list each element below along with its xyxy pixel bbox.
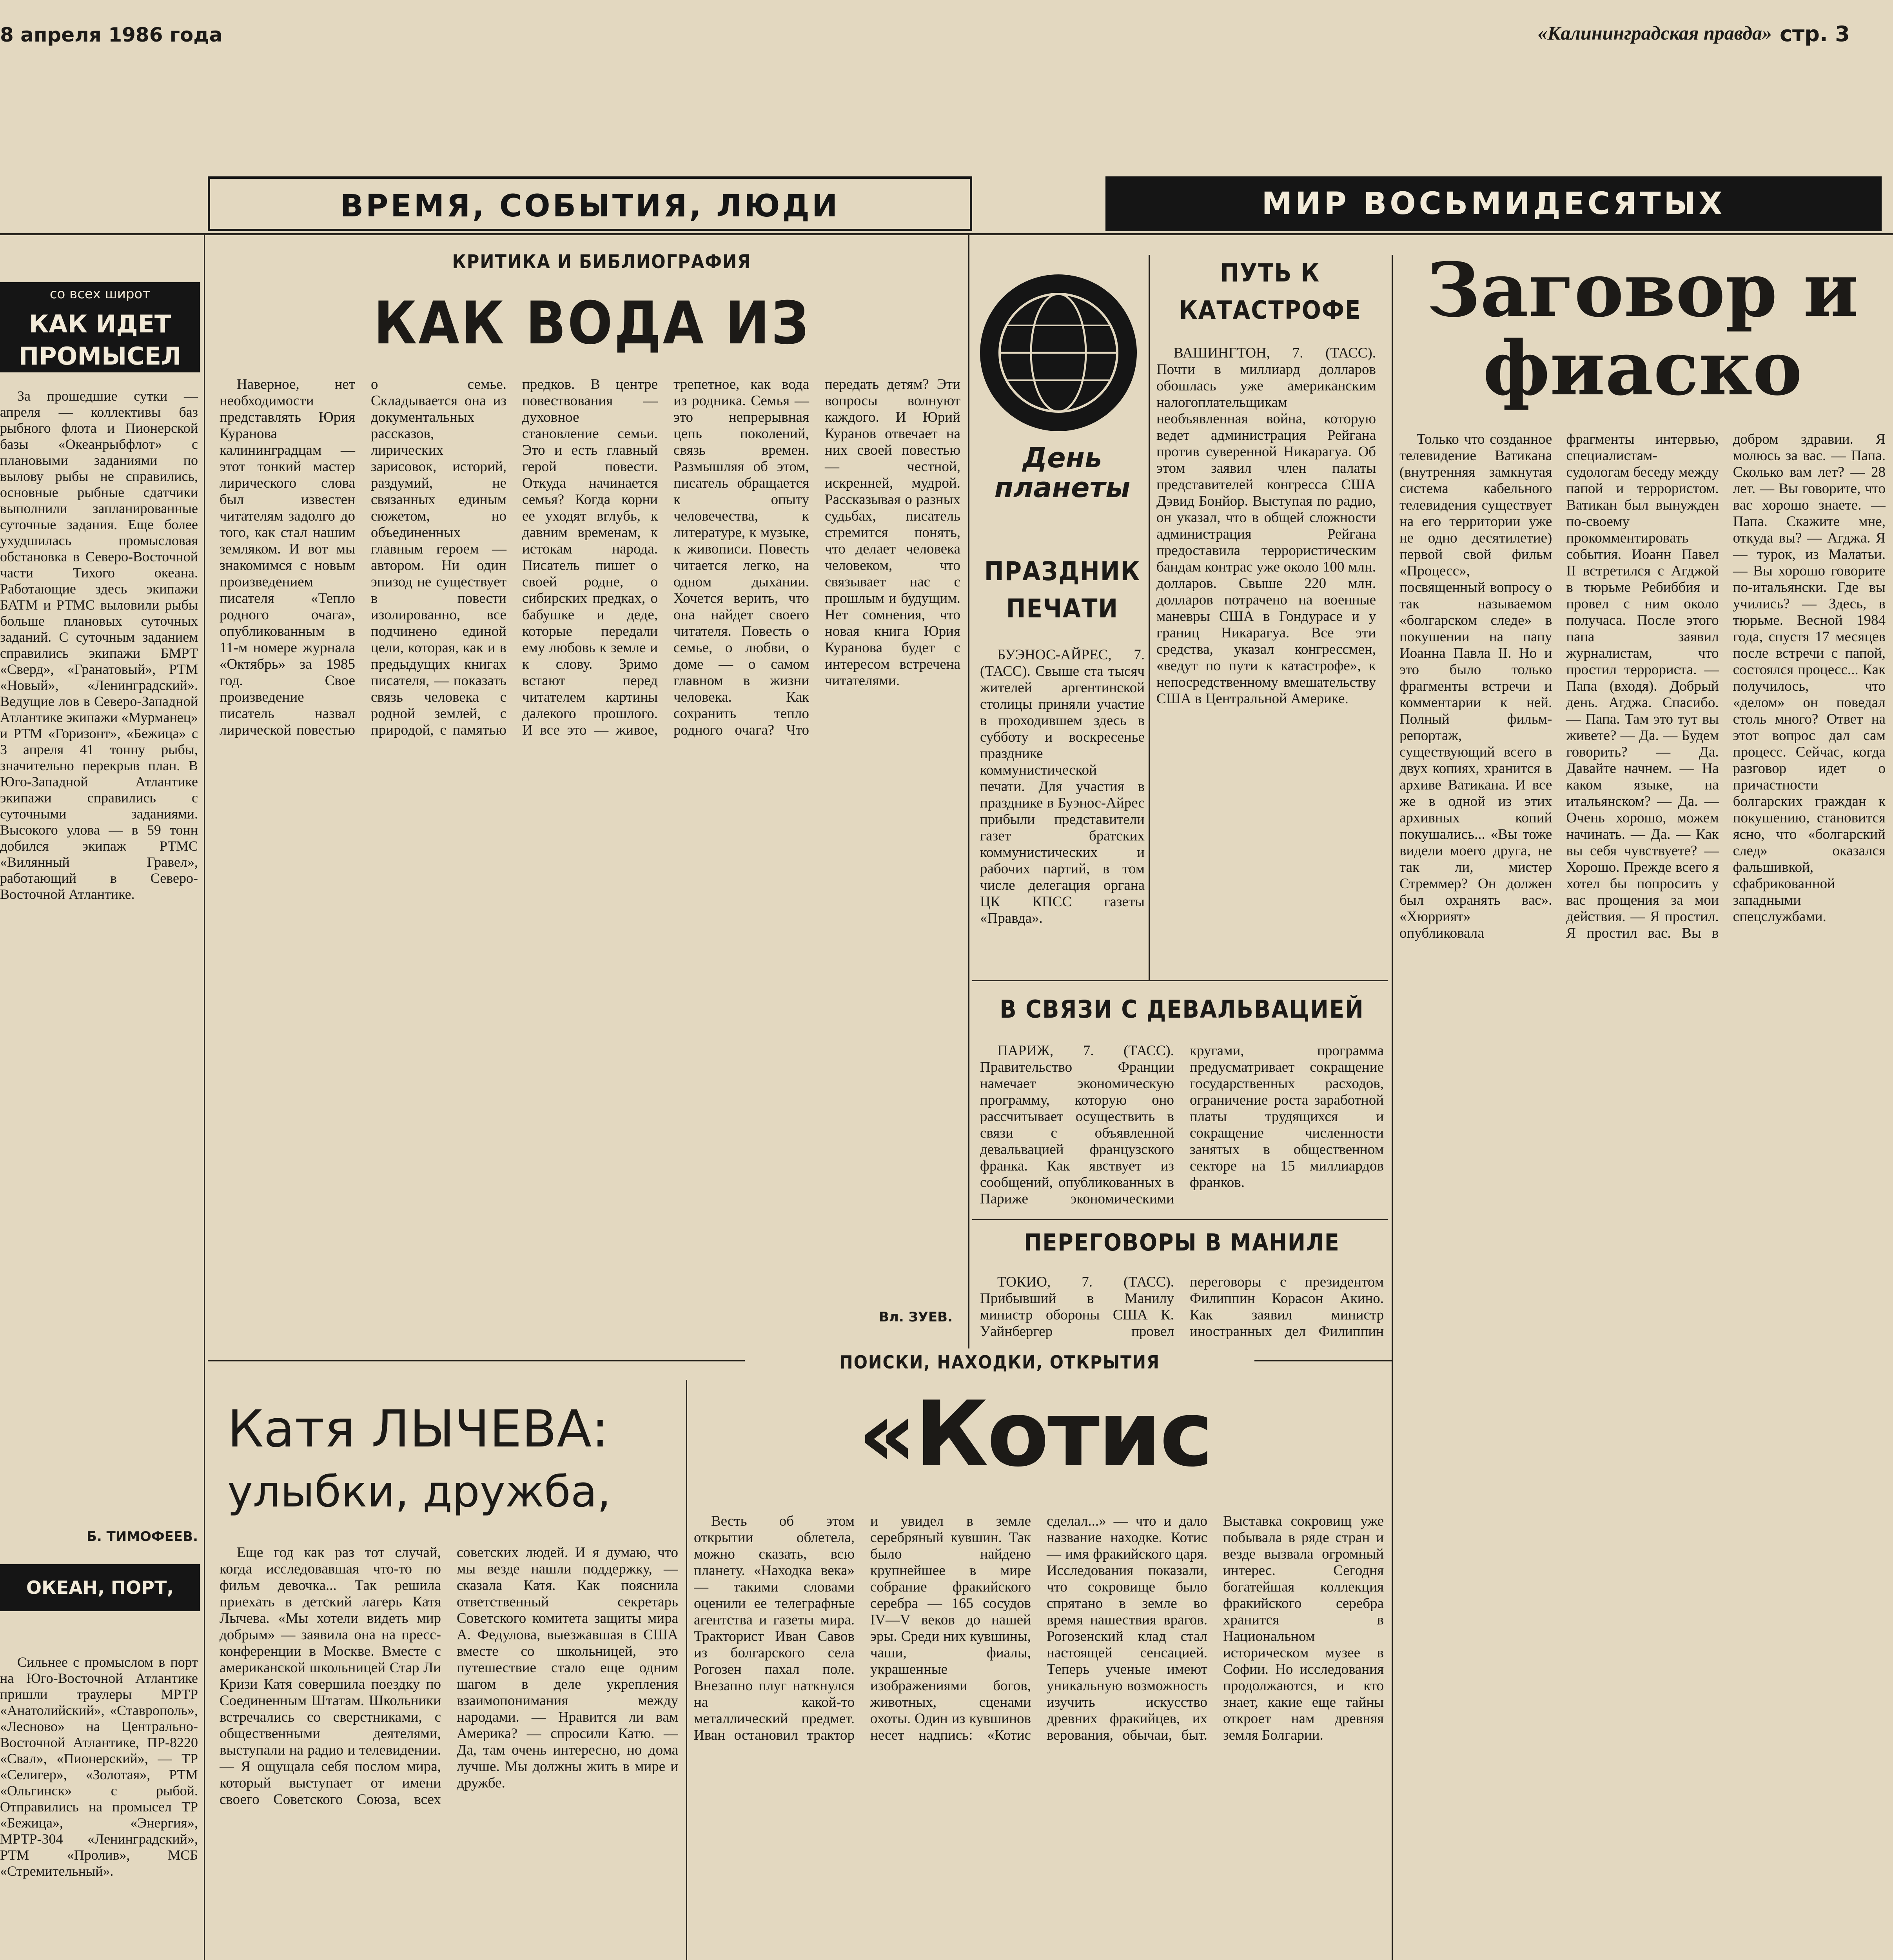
review-title: КАК ВОДА ИЗ xyxy=(374,289,810,358)
path-body: ВАШИНГТОН, 7. (ТАСС). Почти в миллиард долларов обошлась уже американским налогоплательщикам необъявленная война, которую ведет администрация Рейгана против суверенной Никарагуа. Об этом заявил член палаты представителей конгресса США Дэвид Бонйор. Выступая по радио, он указал, что в общей сложности администрация Рейгана предоставила террористическим бандам контрас уже около 100 млн. долларов. Свыше 220 млн. долларов потрачено на военные маневры США в Гондурасе и у границ Никарагуа. Все эти средства, указал конгрессмен, «ведут по пути к катастрофе», к непосредственному вмешательству США в Центральной Америке. xyxy=(1156,345,1376,707)
plot-title: Заговор и фиаско xyxy=(1427,251,1859,412)
fishing-news-title: КАК ИДЕТ ПРОМЫСЕЛ xyxy=(0,306,200,372)
rubric-finds: ПОИСКИ, НАХОДКИ, ОТКРЫТИЯ xyxy=(745,1348,1254,1376)
holiday-press-body: БУЭНОС-АЙРЕС, 7. (ТАСС). Свыше ста тысяч жителей аргентинской столицы приняли участие в проходившем здесь в субботу и воскресенье празднике коммунистической печати. Для участия в празднике в Буэнос-Айрес прибыли представители газет братских коммунистических и рабочих партий, в том числе делегация органа ЦК КПСС газеты «Правда». xyxy=(980,647,1145,926)
section-header-right: МИР ВОСЬМИДЕСЯТЫХ xyxy=(1105,176,1882,231)
issue-date: 8 апреля 1986 года xyxy=(0,24,223,46)
globe-icon xyxy=(980,274,1137,431)
manila-title: ПЕРЕГОВОРЫ В МАНИЛЕ xyxy=(1024,1229,1340,1256)
manila-body: ТОКИО, 7. (ТАСС). Прибывший в Манилу министр обороны США К. Уайнбергер провел переговоры с президентом Филиппин Корасон Акино. Как заявил министр иностранных дел Филиппин xyxy=(980,1274,1384,1339)
holiday-press-title: ПРАЗДНИК ПЕЧАТИ xyxy=(984,556,1141,624)
banner-all-latitudes: со всех широт xyxy=(0,282,200,306)
port-news-banner: ОКЕАН, ПОРТ, xyxy=(0,1564,200,1611)
devaluation-title: В СВЯЗИ С ДЕВАЛЬВАЦИЕЙ xyxy=(1000,995,1364,1024)
day-of-planet-logo: День планеты xyxy=(994,443,1131,504)
page-number: стр. 3 xyxy=(1780,22,1850,46)
rubric-critique: КРИТИКА И БИБЛИОГРАФИЯ xyxy=(452,251,751,273)
fishing-news-body: За прошедшие сутки — апреля — коллективы баз рыбного флота и Пионерской базы «Океанрыбфлот» с плановыми заданиями по вылову рыбы не справились, основные рыбные сдатчики выполнили запланированные суточные задания. Еще более ухудшилась промысловая обстановка в Северо-Восточной части Тихого океана. Работающие здесь экипажи БАТМ и РТМС выловили рыбы больше плановых суточных заданий. С суточным заданием справились экипажи БМРТ «Сверд», «Гранатовый», РТМ «Новый», «Ленинградский». Ведущие лов в Северо-Западной Атлантике экипажи «Мурманец» и РТМ «Горизонт», «Бежица» с 3 апреля 41 тонну рыбы, значительно перекрыв план. В Юго-Западной Атлантике экипажи справились с суточными заданиями. Высокого улова — в 59 тонн добился экипаж РТМС «Вилянный Гравел», работающий в Северо-Восточной Атлантике. xyxy=(0,388,198,902)
newspaper-name: «Калининградская правда» xyxy=(1537,22,1772,44)
katya-title-line1: Катя ЛЫЧЕВА: xyxy=(227,1399,609,1459)
finds-body: Весть об этом открытии облетела, можно сказать, всю планету. «Находка века» — такими словами оценили ее телеграфные агентства и газеты мира. Тракторист Иван Савов из болгарского села Рогозен пахал поле. Внезапно плуг наткнулся на какой-то металлический предмет. Иван остановил трактор и увидел в земле серебряный кувшин. Так было найдено крупнейшее в мире собрание фракийского серебра — 165 сосудов IV—V веков до нашей эры. Среди них кувшины, чаши, фиалы, украшенные изображениями богов, животных, сценами охоты. Один из кувшинов несет надпись: «Котис сделал...» — что и дало название находке. Котис — имя фракийского царя. Исследования показали, что сокровище было спрятано в земле во время нашествия врагов. Рогозенский клад стал настоящей сенсацией. Теперь ученые имеют уникальную возможность изучить искусство древних фракийцев, их верования, обычаи, быт. Выставка сокровищ уже побывала в ряде стран и везде вызвала огромный интерес. Сегодня богатейшая коллекция фракийского серебра хранится в Национальном историческом музее в Софии. Но исследования продолжаются, и кто знает, какие еще тайны откроет нам древняя земля Болгарии. xyxy=(694,1513,1384,1743)
finds-title: «Котис xyxy=(858,1382,1212,1487)
katya-title-line2: улыбки, дружба, xyxy=(227,1466,611,1517)
plot-body: Только что созданное телевидение Ватикана (внутренняя замкнутая система кабельного телевидения существует на его территории уже не одно десятилетие) первой свой фильм «Процесс», посвященный вопросу о так называемом «болгарском следе» в покушении на папу Иоанна Павла II. Но и это было только фрагменты встречи и комментарии к ней. Полный фильм-репортаж, существующий всего в двух копиях, хранится в архиве Ватикана. И все же в одной из этих архивных копий покушались... «Вы тоже видели моего друга, не так ли, мистер Стреммер? Он должен был охранять вас». «Хюррият» опубликовала фрагменты интервью, специалистам-судологам беседу между папой и террористом. Ватикан был вынужден по-своему прокомментировать события. Иоанн Павел II встретился с Агджой в тюрьме Ребиббия и провел с ним около получаса. После этого папа заявил журналистам, что простил террориста. — Папа (входя). Добрый день. Агджа. Спасибо. — Папа. Там это тут вы живете? — Да. — Будем говорить? — Да. Давайте начнем. — На каком языке, на итальянском? — Да. — Очень хорошо, можем начинать. — Да. — Как вы себя чувствуете? — Хорошо. Прежде всего я хотел бы попросить у вас прощения за мои действия. — Я простил. Я простил вас. Вы в добром здравии. Я молюсь за вас. — Папа. Сколько вам лет? — 28 лет. — Вы говорите, что вас хорошо знаете. — Папа. Скажите мне, откуда вы? — Агджа. Я — турок, из Малатьи. — Вы хорошо говорите по-итальянски. Где вы учились? — Здесь, в тюрьме. Весной 1984 года, спустя 17 месяцев после встречи с папой, состоялся процесс... Как получилось, что «делом» он поведал столь много? Ответ на этот вопрос дал сам процесс. Сейчас, когда разговор идет о причастности болгарских граждан к покушению, становится ясно, что «болгарский след» оказался фальшивкой, сфабрикованной западными спецслужбами. xyxy=(1399,431,1886,941)
katya-body: Еще год как раз тот случай, когда исследовавшая что-то по фильм девочка... Так решила приехать в детский лагерь Катя Лычева. «Мы хотели видеть мир добрым» — заявила она на пресс-конференции в Москве. Вместе с американской школьницей Стар Ли Кризи Катя совершила поездку по Соединенным Штатам. Школьники встречались со сверстниками, с общественными деятелями, выступали на радио и телевидении. — Я ощущала себя послом мира, который выступает от имени своего Советского Союза, всех советских людей. И я думаю, что мы везде нашли поддержку, — сказала Катя. Как пояснила ответственный секретарь Советского комитета защиты мира А. Федулова, выезжавшая в США вместе со школьницей, это путешествие стало еще одним шагом в деле укрепления взаимопонимания между народами. — Нравится ли вам Америка? — спросили Катю. — Да, там очень интересно, но дома лучше. Мы должны жить в мире и дружбе. xyxy=(220,1544,678,1808)
review-body: Наверное, нет необходимости представлять Юрия Куранова калининградцам — этот тонкий мастер лирического слова был известен читателям задолго до того, как стал нашим земляком. И вот мы знакомимся с новым произведением писателя «Тепло родного очага», опубликованным в 11-м номере журнала «Октябрь» за 1985 год. Свое произведение писатель назвал лирической повестью о семье. Складывается она из документальных рассказов, лирических зарисовок, историй, раздумий, не связанных единым сюжетом, но объединенных главным героем — автором. Ни один эпизод не существует в повести изолированно, все подчинено единой цели, которая, как и в предыдущих книгах писателя, — показать связь человека с родной землей, с природой, с памятью предков. В центре повествования — духовное становление семьи. Это и есть главный герой повести. Откуда начинается семья? Когда корни ее уходят вглубь, к давним временам, к истокам народа. Писатель пишет о своей родне, о сибирских предках, о бабушке и деде, которые передали ему любовь к земле и к слову. Зримо встают перед читателем картины далекого прошлого. И все это — живое, трепетное, как вода из родника. Семья — это непрерывная цепь поколений, связь времен. Размышляя об этом, писатель обращается к опыту человечества, к литературе, к музыке, к живописи. Повесть читается легко, на одном дыхании. Хочется верить, что она найдет своего читателя. Повесть о семье, о любви, о доме — о самом главном в жизни человека. Как сохранить тепло родного очага? Что передать детям? Эти вопросы волнуют каждого. И Юрий Куранов отвечает на них своей повестью — честной, искренней, мудрой. Рассказывая о разных судьбах, писатель стремится понять, что делает человека человеком, что связывает нас с прошлым и будущим. Нет сомнения, что новая книга Юрия Куранова будет с интересом встречена читателями. xyxy=(220,376,960,738)
port-news-body: Сильнее с промыслом в порт на Юго-Восточной Атлантике пришли траулеры МРТР «Анатолийский», «Ставрополь», «Лесново» на Центрально-Восточной Атлантике, ПР-8220 «Свал», «Пионерский», — ТР «Селигер», «Золотая», РТМ «Ольгинск» с рыбой. Отправились на промысел ТР «Бежица», «Энергия», МРТР-304 «Ленинградский», РТМ «Пролив», МСБ «Стремительный». xyxy=(0,1654,198,1879)
path-title: ПУТЬ К КАТАСТРОФЕ xyxy=(1179,259,1361,325)
devaluation-body: ПАРИЖ, 7. (ТАСС). Правительство Франции намечает экономическую программу, которую оно рассчитывает осуществить в связи с объявленной девальвацией французского франка. Как явствует из сообщений, опубликованных в Париже экономическими кругами, программа предусматривает сокращение государственных расходов, ограничение роста заработной платы трудящихся и сокращение численности занятых в общественном секторе на 15 миллиардов франков. xyxy=(980,1043,1384,1207)
section-header-left: ВРЕМЯ, СОБЫТИЯ, ЛЮДИ xyxy=(208,176,972,231)
fishing-signature: Б. ТИМОФЕЕВ. xyxy=(86,1529,198,1544)
review-signature: Вл. ЗУЕВ. xyxy=(879,1309,953,1325)
